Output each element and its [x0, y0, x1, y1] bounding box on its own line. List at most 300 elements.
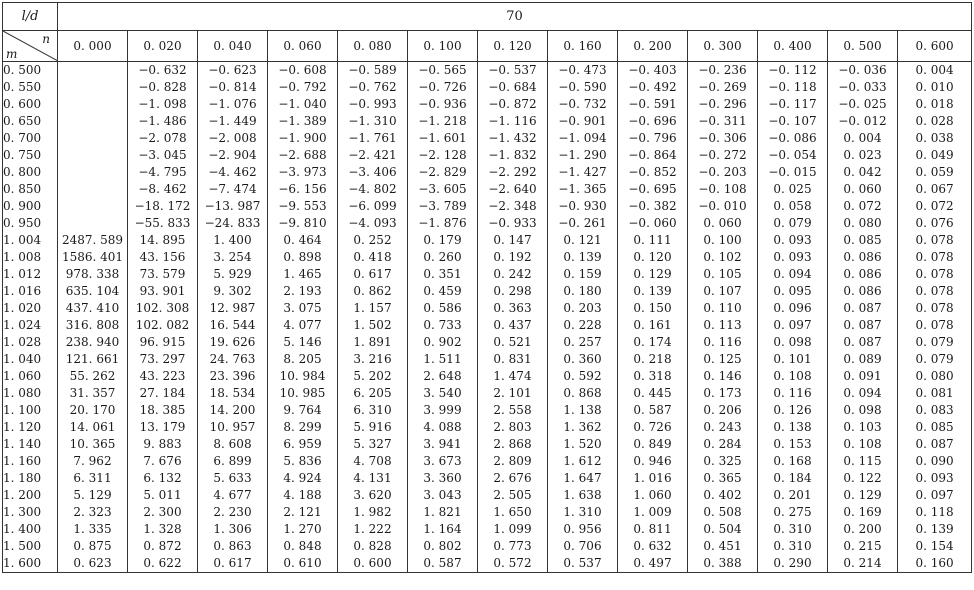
table-cell: −0. 033	[828, 79, 898, 96]
table-cell: −0. 623	[198, 62, 268, 80]
table-cell: −0. 261	[548, 215, 618, 232]
ld-label-text: l/d	[21, 9, 39, 24]
table-cell: −13. 987	[198, 198, 268, 215]
table-cell: 0. 275	[758, 504, 828, 521]
table-cell: 0. 215	[828, 538, 898, 555]
table-cell: −3. 406	[338, 164, 408, 181]
table-cell: 0. 849	[618, 436, 688, 453]
table-cell: 4. 708	[338, 453, 408, 470]
table-cell: 0. 617	[338, 266, 408, 283]
table-cell: 0. 592	[548, 368, 618, 385]
table-cell: 1. 099	[478, 521, 548, 538]
table-cell: 121. 661	[58, 351, 128, 368]
table-cell: 2. 121	[268, 504, 338, 521]
table-cell: 1. 502	[338, 317, 408, 334]
table-cell: 0. 138	[758, 419, 828, 436]
table-cell: 19. 626	[198, 334, 268, 351]
n-header-cell: 0. 100	[408, 31, 478, 62]
m-value-cell: 0. 800	[3, 164, 58, 181]
table-cell: −0. 060	[618, 215, 688, 232]
table-cell: 3. 043	[408, 487, 478, 504]
n-header-cell: 0. 040	[198, 31, 268, 62]
table-cell: −4. 802	[338, 181, 408, 198]
table-cell: −0. 608	[268, 62, 338, 80]
table-cell: −0. 015	[758, 164, 828, 181]
table-cell: −0. 118	[758, 79, 828, 96]
table-cell: −0. 025	[828, 96, 898, 113]
table-cell: 2487. 589	[58, 232, 128, 249]
table-cell: 9. 883	[128, 436, 198, 453]
table-body	[3, 3, 972, 573]
table-cell: 0. 129	[618, 266, 688, 283]
table-cell: −6. 099	[338, 198, 408, 215]
table-cell: 0. 243	[688, 419, 758, 436]
table-cell: 0. 078	[898, 232, 972, 249]
table-cell: 0. 095	[758, 283, 828, 300]
table-cell: 14. 200	[198, 402, 268, 419]
table-cell: −0. 762	[338, 79, 408, 96]
table-cell: 0. 632	[618, 538, 688, 555]
table-cell: 1. 335	[58, 521, 128, 538]
table-cell: −24. 833	[198, 215, 268, 232]
table-cell: 1. 157	[338, 300, 408, 317]
table-cell: 0. 260	[408, 249, 478, 266]
table-cell: 0. 100	[688, 232, 758, 249]
table-cell: −0. 696	[618, 113, 688, 130]
table-cell: −1. 427	[548, 164, 618, 181]
table-cell: −0. 010	[688, 198, 758, 215]
table-cell: −9. 810	[268, 215, 338, 232]
table-cell: −4. 795	[128, 164, 198, 181]
table-cell: 0. 102	[688, 249, 758, 266]
table-cell: 0. 726	[618, 419, 688, 436]
table-cell: 1. 982	[338, 504, 408, 521]
table-cell: 0. 113	[688, 317, 758, 334]
table-cell: 0. 310	[758, 521, 828, 538]
table-cell: 0. 080	[898, 368, 972, 385]
table-row	[3, 487, 972, 504]
table-cell: −3. 789	[408, 198, 478, 215]
table-cell: 0. 218	[618, 351, 688, 368]
table-cell	[58, 164, 128, 181]
table-cell: −0. 591	[618, 96, 688, 113]
table-cell: −55. 833	[128, 215, 198, 232]
m-value-cell: 0. 600	[3, 96, 58, 113]
table-cell: 0. 028	[898, 113, 972, 130]
table-cell: 0. 802	[408, 538, 478, 555]
n-header-cell: 0. 400	[758, 31, 828, 62]
m-value-cell: 1. 300	[3, 504, 58, 521]
table-cell: 0. 076	[898, 215, 972, 232]
table-row	[3, 368, 972, 385]
table-cell: 16. 544	[198, 317, 268, 334]
table-cell: 0. 464	[268, 232, 338, 249]
table-cell: 2. 101	[478, 385, 548, 402]
m-value-cell: 0. 950	[3, 215, 58, 232]
table-cell: 1. 612	[548, 453, 618, 470]
table-cell: −1. 761	[338, 130, 408, 147]
table-cell: 0. 038	[898, 130, 972, 147]
table-cell: 9. 764	[268, 402, 338, 419]
table-cell: 0. 902	[408, 334, 478, 351]
table-cell: 0. 459	[408, 283, 478, 300]
table-cell: 0. 107	[688, 283, 758, 300]
table-cell: 5. 929	[198, 266, 268, 283]
table-cell: 0. 733	[408, 317, 478, 334]
m-value-cell: 0. 850	[3, 181, 58, 198]
table-cell: 0. 537	[548, 555, 618, 573]
table-cell: 0. 086	[828, 283, 898, 300]
n-header-cell: 0. 300	[688, 31, 758, 62]
table-cell: 0. 059	[898, 164, 972, 181]
table-cell: 5. 836	[268, 453, 338, 470]
m-axis-label: m	[6, 47, 18, 61]
table-cell: 0. 067	[898, 181, 972, 198]
table-row	[3, 62, 972, 80]
n-header-cell: 0. 200	[618, 31, 688, 62]
table-cell: −1. 076	[198, 96, 268, 113]
table-cell: −0. 311	[688, 113, 758, 130]
table-cell: −0. 306	[688, 130, 758, 147]
table-row	[3, 351, 972, 368]
table-cell: −0. 796	[618, 130, 688, 147]
table-cell: −18. 172	[128, 198, 198, 215]
table-cell: 1. 310	[548, 504, 618, 521]
table-cell: −1. 900	[268, 130, 338, 147]
m-value-cell: 0. 900	[3, 198, 58, 215]
table-cell: 3. 075	[268, 300, 338, 317]
m-value-cell: 1. 004	[3, 232, 58, 249]
table-row	[3, 300, 972, 317]
table-cell: 3. 673	[408, 453, 478, 470]
table-cell: −1. 486	[128, 113, 198, 130]
m-value-cell: 1. 024	[3, 317, 58, 334]
table-cell: 3. 620	[338, 487, 408, 504]
table-cell: 2. 300	[128, 504, 198, 521]
table-cell: −0. 269	[688, 79, 758, 96]
m-value-cell: 1. 160	[3, 453, 58, 470]
table-cell	[58, 79, 128, 96]
table-cell: 1. 520	[548, 436, 618, 453]
table-cell: 14. 061	[58, 419, 128, 436]
table-cell: 6. 959	[268, 436, 338, 453]
table-row	[3, 181, 972, 198]
table-cell: 0. 622	[128, 555, 198, 573]
table-cell: −0. 589	[338, 62, 408, 80]
table-cell: 0. 078	[898, 317, 972, 334]
table-cell: 0. 504	[688, 521, 758, 538]
table-cell: −0. 732	[548, 96, 618, 113]
table-cell: 8. 299	[268, 419, 338, 436]
table-cell: 0. 290	[758, 555, 828, 573]
table-cell: −7. 474	[198, 181, 268, 198]
table-cell: 1. 060	[618, 487, 688, 504]
table-cell: 0. 173	[688, 385, 758, 402]
table-cell: −0. 403	[618, 62, 688, 80]
table-cell: 0. 139	[618, 283, 688, 300]
table-cell: 0. 418	[338, 249, 408, 266]
table-cell: 0. 706	[548, 538, 618, 555]
table-cell: −0. 852	[618, 164, 688, 181]
table-cell: 0. 180	[548, 283, 618, 300]
table-cell	[58, 181, 128, 198]
table-cell: 6. 205	[338, 385, 408, 402]
table-cell: 1. 164	[408, 521, 478, 538]
table-cell: 23. 396	[198, 368, 268, 385]
table-cell: 0. 875	[58, 538, 128, 555]
table-cell: 0. 085	[828, 232, 898, 249]
table-cell: 0. 863	[198, 538, 268, 555]
table-cell: 1. 270	[268, 521, 338, 538]
table-cell: 0. 025	[758, 181, 828, 198]
table-cell: −0. 492	[618, 79, 688, 96]
n-header-cell: 0. 020	[128, 31, 198, 62]
n-header-cell: 0. 500	[828, 31, 898, 62]
table-cell: 4. 924	[268, 470, 338, 487]
table-cell: 0. 325	[688, 453, 758, 470]
table-cell: 0. 203	[548, 300, 618, 317]
table-cell: −6. 156	[268, 181, 338, 198]
table-cell: −1. 876	[408, 215, 478, 232]
table-cell: 4. 188	[268, 487, 338, 504]
table-cell	[58, 96, 128, 113]
n-axis-label: n	[42, 32, 50, 46]
table-row	[3, 283, 972, 300]
table-cell: 1. 016	[618, 470, 688, 487]
table-cell: 0. 617	[198, 555, 268, 573]
m-value-cell: 1. 500	[3, 538, 58, 555]
table-cell: 0. 200	[828, 521, 898, 538]
table-cell: 0. 116	[758, 385, 828, 402]
coefficient-table	[2, 2, 972, 573]
table-row	[3, 198, 972, 215]
table-cell: 0. 115	[828, 453, 898, 470]
table-row	[3, 419, 972, 436]
table-cell: 102. 308	[128, 300, 198, 317]
table-cell: −0. 726	[408, 79, 478, 96]
table-cell: 0. 228	[548, 317, 618, 334]
table-cell: 0. 150	[618, 300, 688, 317]
table-row	[3, 521, 972, 538]
table-cell: 0. 093	[758, 232, 828, 249]
table-cell: −2. 128	[408, 147, 478, 164]
table-cell: 0. 004	[828, 130, 898, 147]
table-cell: 0. 086	[828, 249, 898, 266]
table-cell: −0. 590	[548, 79, 618, 96]
table-cell: −1. 040	[268, 96, 338, 113]
m-value-cell: 1. 060	[3, 368, 58, 385]
table-cell: 0. 120	[618, 249, 688, 266]
table-cell: 0. 831	[478, 351, 548, 368]
table-cell: 9. 302	[198, 283, 268, 300]
table-cell: −1. 098	[128, 96, 198, 113]
table-cell: −9. 553	[268, 198, 338, 215]
table-cell: 0. 206	[688, 402, 758, 419]
table-row	[3, 266, 972, 283]
table-cell: 0. 072	[828, 198, 898, 215]
m-value-cell: 1. 016	[3, 283, 58, 300]
table-cell: 2. 193	[268, 283, 338, 300]
table-cell: 1. 138	[548, 402, 618, 419]
table-cell: 0. 214	[828, 555, 898, 573]
table-cell: 31. 357	[58, 385, 128, 402]
table-cell: 0. 086	[828, 266, 898, 283]
table-cell: 1586. 401	[58, 249, 128, 266]
m-value-cell: 1. 012	[3, 266, 58, 283]
table-cell: 27. 184	[128, 385, 198, 402]
table-cell: 5. 146	[268, 334, 338, 351]
table-cell: 0. 811	[618, 521, 688, 538]
table-cell: −2. 008	[198, 130, 268, 147]
table-cell: 0. 108	[758, 368, 828, 385]
table-cell: −1. 449	[198, 113, 268, 130]
table-cell: 0. 093	[898, 470, 972, 487]
table-cell: 5. 011	[128, 487, 198, 504]
table-cell: −1. 116	[478, 113, 548, 130]
table-cell: 0. 078	[898, 249, 972, 266]
table-cell: 0. 587	[408, 555, 478, 573]
table-cell: 73. 297	[128, 351, 198, 368]
table-cell: 43. 223	[128, 368, 198, 385]
table-cell: 1. 222	[338, 521, 408, 538]
table-cell: 1. 328	[128, 521, 198, 538]
table-cell: 0. 388	[688, 555, 758, 573]
table-cell: 10. 985	[268, 385, 338, 402]
table-cell: 0. 081	[898, 385, 972, 402]
table-row	[3, 79, 972, 96]
table-cell: 0. 060	[828, 181, 898, 198]
table-cell: 0. 284	[688, 436, 758, 453]
m-value-cell: 1. 120	[3, 419, 58, 436]
table-cell: 0. 042	[828, 164, 898, 181]
table-cell: −0. 814	[198, 79, 268, 96]
table-cell: 5. 633	[198, 470, 268, 487]
table-row	[3, 504, 972, 521]
table-cell: 0. 174	[618, 334, 688, 351]
table-row	[3, 453, 972, 470]
table-row	[3, 402, 972, 419]
table-cell: 102. 082	[128, 317, 198, 334]
table-cell: 0. 402	[688, 487, 758, 504]
table-cell: −1. 389	[268, 113, 338, 130]
table-cell: 10. 984	[268, 368, 338, 385]
table-cell: 0. 087	[828, 300, 898, 317]
table-row	[3, 113, 972, 130]
table-cell: 0. 121	[548, 232, 618, 249]
table-cell: 0. 090	[898, 453, 972, 470]
table-row	[3, 215, 972, 232]
table-cell: 2. 323	[58, 504, 128, 521]
table-cell: −0. 108	[688, 181, 758, 198]
table-cell: 0. 097	[898, 487, 972, 504]
table-cell: 0. 093	[758, 249, 828, 266]
table-cell: 0. 087	[828, 334, 898, 351]
table-cell: 0. 192	[478, 249, 548, 266]
m-value-cell: 1. 140	[3, 436, 58, 453]
table-cell	[58, 113, 128, 130]
table-cell: 0. 587	[618, 402, 688, 419]
ld-value: 70	[58, 3, 972, 31]
table-cell: 5. 327	[338, 436, 408, 453]
corner-cell	[3, 31, 58, 62]
table-cell: −1. 218	[408, 113, 478, 130]
table-cell: 0. 828	[338, 538, 408, 555]
table-cell: 0. 079	[898, 351, 972, 368]
table-cell: −0. 828	[128, 79, 198, 96]
table-cell: 0. 898	[268, 249, 338, 266]
table-cell: 2. 868	[478, 436, 548, 453]
table-cell: 0. 179	[408, 232, 478, 249]
table-cell: −0. 936	[408, 96, 478, 113]
m-value-cell: 1. 100	[3, 402, 58, 419]
table-cell: 0. 497	[618, 555, 688, 573]
table-cell: 93. 901	[128, 283, 198, 300]
table-cell: 1. 474	[478, 368, 548, 385]
table-cell: −2. 421	[338, 147, 408, 164]
table-cell: 1. 306	[198, 521, 268, 538]
table-cell: 0. 147	[478, 232, 548, 249]
table-cell: 0. 868	[548, 385, 618, 402]
table-cell: 0. 257	[548, 334, 618, 351]
table-cell: 0. 125	[688, 351, 758, 368]
table-cell: 0. 848	[268, 538, 338, 555]
table-cell: 2. 803	[478, 419, 548, 436]
table-cell: 6. 310	[338, 402, 408, 419]
table-cell: 0. 862	[338, 283, 408, 300]
m-value-cell: 1. 080	[3, 385, 58, 402]
table-cell: 0. 242	[478, 266, 548, 283]
table-cell: −0. 272	[688, 147, 758, 164]
table-cell: 0. 610	[268, 555, 338, 573]
table-cell: 0. 116	[688, 334, 758, 351]
table-cell: 14. 895	[128, 232, 198, 249]
table-cell: 0. 096	[758, 300, 828, 317]
table-row	[3, 555, 972, 573]
table-cell: −0. 236	[688, 62, 758, 80]
table-cell: 4. 131	[338, 470, 408, 487]
table-cell: 0. 365	[688, 470, 758, 487]
table-row	[3, 164, 972, 181]
table-cell: −0. 203	[688, 164, 758, 181]
table-cell: 0. 351	[408, 266, 478, 283]
table-cell: 18. 385	[128, 402, 198, 419]
table-cell: 96. 915	[128, 334, 198, 351]
table-cell: 0. 091	[828, 368, 898, 385]
table-cell: −4. 462	[198, 164, 268, 181]
table-cell: 0. 078	[898, 266, 972, 283]
n-header-cell: 0. 080	[338, 31, 408, 62]
table-cell: −0. 864	[618, 147, 688, 164]
table-cell: 0. 201	[758, 487, 828, 504]
table-cell: 437. 410	[58, 300, 128, 317]
table-cell: −2. 292	[478, 164, 548, 181]
table-cell: 0. 363	[478, 300, 548, 317]
table-cell: 1. 650	[478, 504, 548, 521]
table-cell: 0. 079	[898, 334, 972, 351]
table-cell: 0. 111	[618, 232, 688, 249]
table-cell: −0. 695	[618, 181, 688, 198]
m-value-cell: 1. 600	[3, 555, 58, 573]
table-cell: 1. 465	[268, 266, 338, 283]
table-cell: 0. 094	[828, 385, 898, 402]
table-cell: 1. 891	[338, 334, 408, 351]
table-cell: 238. 940	[58, 334, 128, 351]
table-cell: 3. 941	[408, 436, 478, 453]
table-cell: −0. 473	[548, 62, 618, 80]
coefficient-table-container	[2, 2, 972, 573]
ld-label	[3, 3, 58, 31]
table-cell: 0. 085	[898, 419, 972, 436]
